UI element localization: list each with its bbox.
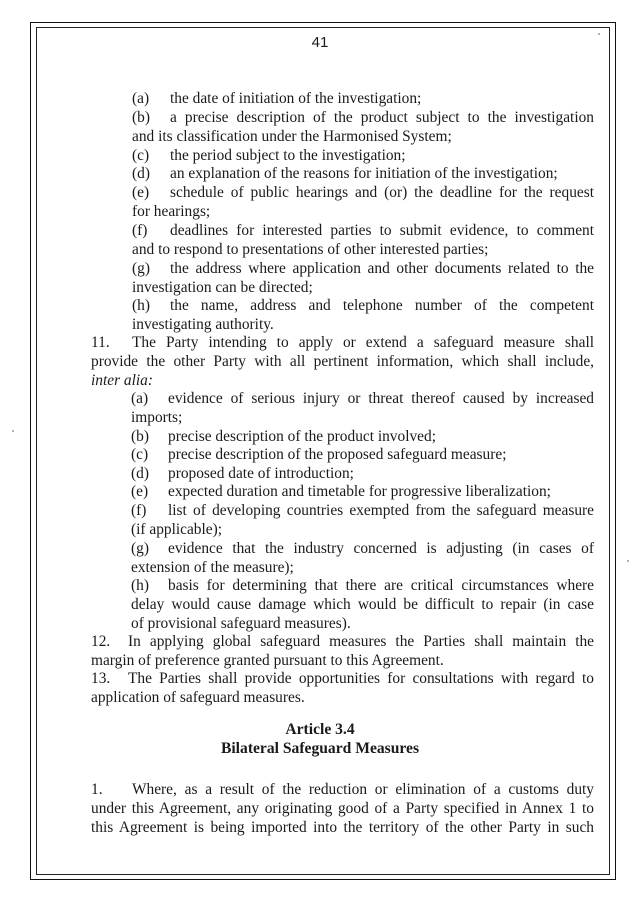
list-item-continuation: extension of the measure);: [131, 559, 294, 576]
page-number: 41: [311, 34, 329, 51]
list-item: (b) a precise description of the product subject to the investigation: [132, 109, 594, 126]
list-item: (e) expected duration and timetable for progressive liberalization;: [131, 483, 551, 500]
list-item: (h) basis for determining that there are critical circumstances where: [131, 577, 594, 594]
list-item: (a) evidence of serious injury or threat thereof caused by increased: [131, 390, 594, 407]
scan-speck: [598, 33, 600, 35]
list-item: (f) list of developing countries exempted from the safeguard measure: [131, 502, 594, 519]
list-item-continuation: investigating authority.: [132, 316, 274, 333]
list-item: (d) proposed date of introduction;: [131, 465, 354, 482]
list-item: (g) the address where application and other documents related to the: [132, 260, 594, 277]
list-item: (g) evidence that the industry concerned is adjusting (in cases of: [131, 540, 594, 557]
list-item-continuation: and its classification under the Harmonised System;: [132, 128, 452, 145]
list-item-continuation: delay would cause damage which would be difficult to repair (in case: [131, 596, 594, 613]
article-number: Article 3.4: [285, 721, 355, 738]
scan-speck: [627, 560, 629, 562]
list-item: (c) the period subject to the investigation;: [132, 147, 406, 164]
list-item-continuation: imports;: [131, 409, 183, 426]
list-item: (c) precise description of the proposed safeguard measure;: [131, 446, 507, 463]
list-item-continuation: and to respond to presentations of other interested parties;: [132, 241, 489, 258]
list-item-continuation: investigation can be directed;: [132, 279, 313, 296]
article-title: Bilateral Safeguard Measures: [220, 740, 420, 757]
list-item: (d) an explanation of the reasons for initiation of the investigation;: [132, 165, 558, 182]
list-item: (b) precise description of the product involved;: [131, 428, 436, 445]
list-item: (h) the name, address and telephone number of the competent: [132, 297, 594, 314]
list-item: (f) deadlines for interested parties to submit evidence, to comment: [132, 222, 594, 239]
list-item: (e) schedule of public hearings and (or) the deadline for the request: [132, 184, 594, 201]
list-item-continuation: for hearings;: [132, 203, 211, 220]
list-item-continuation: of provisional safeguard measures).: [131, 615, 351, 632]
list-item: (a) the date of initiation of the investigation;: [132, 90, 422, 107]
list-item-continuation: (if applicable);: [131, 521, 223, 538]
scan-speck: [12, 430, 14, 432]
